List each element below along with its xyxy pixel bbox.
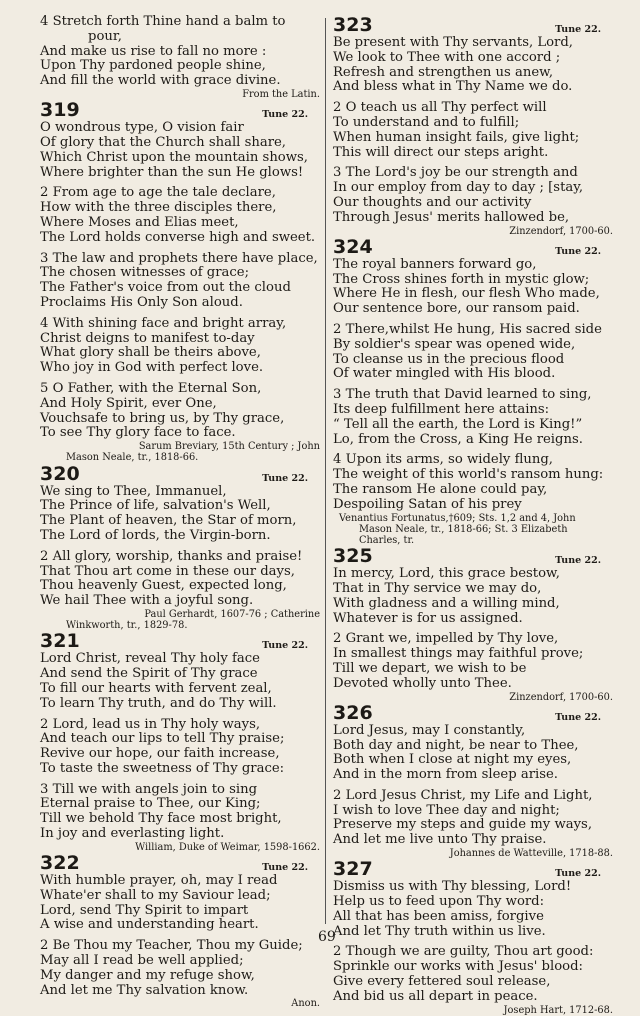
stanza — [333, 632, 613, 691]
tune-label: Tune 22. — [555, 868, 601, 880]
verse-line: Thou heavenly Guest, expected long, — [40, 578, 287, 594]
verse-line: 2 Grant we, impelled by Thy love, — [333, 631, 559, 647]
verse-line: 3 Till we with angels join to sing — [40, 781, 258, 797]
attribution: Anon. — [291, 998, 320, 1010]
verse-line: Till we behold Thy face most bright, — [40, 811, 282, 827]
stanza — [333, 101, 613, 160]
verse-line: Sprinkle our works with Jesus' blood: — [333, 959, 583, 975]
verse-line: O wondrous type, O vision fair — [40, 120, 244, 136]
left-column — [40, 15, 320, 1010]
hymn-326 — [333, 703, 613, 860]
verse-line: The Cross shines forth in mystic glow; — [333, 271, 590, 287]
hymn-number: 325 — [333, 545, 373, 568]
verse-line: The Prince of life, salvation's Well, — [40, 498, 271, 514]
verse-line: The chosen witnesses of grace; — [40, 265, 250, 281]
verse-line: The Father's voice from out the cloud — [40, 280, 291, 296]
verse-line: The royal banners forward go, — [333, 256, 537, 272]
verse-line: And in the morn from sleep arise. — [333, 767, 558, 783]
verse-line: Give every fettered soul release, — [333, 974, 551, 990]
verse-line: 2 All glory, worship, thanks and praise! — [40, 548, 303, 564]
verse-line: 4 Stretch forth Thine hand a balm to — [40, 14, 286, 29]
tune-label: Tune 22. — [555, 24, 601, 35]
verse-line: To understand and to fulfill; — [333, 114, 520, 130]
tune-label: Tune 22. — [555, 711, 601, 723]
attribution: Sarum Breviary, 15th Century ; John — [138, 441, 320, 453]
verse-line: Christ deigns to manifest to-day — [40, 330, 255, 346]
hymn-number: 326 — [333, 701, 373, 724]
attribution: William, Duke of Weimar, 1598-1662. — [135, 841, 320, 853]
verse-line: This will direct our steps aright. — [333, 144, 549, 160]
verse-line: The Plant of heaven, the Star of morn, — [40, 513, 297, 529]
attribution: Venantius Fortunatus,†609; Sts. 1,2 and 4, John — [339, 512, 576, 524]
verse-line: Where brighter than the sun He glows! — [40, 164, 304, 180]
verse-line: In our employ from day to day ; [stay, — [333, 180, 584, 196]
verse-line: What glory shall be theirs above, — [40, 345, 261, 361]
stanza — [40, 718, 320, 777]
attribution: Zinzendorf, 1700-60. — [509, 691, 613, 703]
verse-line: With gladness and a willing mind, — [333, 595, 560, 611]
verse-line: To cleanse us in the precious flood — [333, 351, 565, 367]
verse-line: Help us to feed upon Thy word: — [333, 894, 545, 910]
stanza — [40, 485, 320, 544]
page-number: 69 — [318, 929, 336, 945]
attribution: Paul Gerhardt, 1607-76 ; Catherine — [144, 608, 320, 620]
column-divider — [325, 18, 326, 924]
verse-line: And let Thy truth within us live. — [333, 923, 546, 939]
verse-line: 5 O Father, with the Eternal Son, — [40, 380, 262, 396]
stanza — [40, 874, 320, 933]
verse-line: Lord Christ, reveal Thy holy face — [40, 651, 260, 667]
hymn-322 — [40, 853, 320, 1010]
attribution: Charles, tr. — [359, 534, 415, 546]
verse-line: To see Thy glory face to face. — [40, 425, 236, 441]
verse-line: Which Christ upon the mountain shows, — [40, 149, 308, 165]
verse-line: And bid us all depart in peace. — [333, 988, 538, 1004]
stanza — [40, 252, 320, 311]
hymn-number: 323 — [333, 14, 373, 36]
attribution: Zinzendorf, 1700-60. — [509, 225, 613, 237]
attribution: From the Latin. — [242, 88, 320, 100]
tune-label: Tune 22. — [262, 109, 308, 121]
verse-line: Lord Jesus, may I constantly, — [333, 722, 526, 738]
stanza — [40, 382, 320, 441]
verse-line: Both day and night, be near to Thee, — [333, 737, 579, 753]
stanza — [40, 186, 320, 245]
hymn-325 — [333, 546, 613, 703]
verse-line: Lo, from the Cross, a King He reigns. — [333, 431, 583, 447]
verse-line: Lord, send Thy Spirit to impart — [40, 902, 249, 918]
verse-line: All that has been amiss, forgive — [333, 908, 544, 924]
hymn-header — [40, 853, 320, 874]
verse-line: With humble prayer, oh, may I read — [40, 873, 278, 889]
tune-label: Tune 22. — [555, 245, 601, 257]
stanza — [40, 652, 320, 711]
verse-line: 3 The Lord's joy be our strength and — [333, 165, 578, 181]
verse-line: Both when I close at night my eyes, — [333, 752, 572, 768]
verse-line: Upon Thy pardoned people shine, — [40, 58, 266, 74]
verse-line: Refresh and strengthen us anew, — [333, 64, 554, 80]
verse-line: We sing to Thee, Immanuel, — [40, 483, 227, 499]
stanza — [333, 166, 613, 225]
stanza — [333, 880, 613, 939]
verse-line: Through Jesus' merits hallowed be, — [333, 209, 570, 225]
attribution: Mason Neale, tr., 1818-66. — [66, 452, 199, 464]
hymn-324 — [333, 237, 613, 546]
verse-line: And bless what in Thy Name we do. — [333, 79, 573, 95]
verse-line: And fill the world with grace divine. — [40, 73, 281, 89]
verse-line: 2 Lord, lead us in Thy holy ways, — [40, 716, 261, 732]
verse-line: In mercy, Lord, this grace bestow, — [333, 566, 560, 582]
verse-line: My danger and my refuge show, — [40, 967, 255, 983]
verse-line: The Lord holds converse high and sweet. — [40, 229, 316, 245]
hymn-number: 319 — [40, 99, 80, 122]
verse-line: A wise and understanding heart. — [40, 917, 259, 933]
verse-line: 3 The law and prophets there have place, — [40, 250, 318, 266]
verse-line: 4 Upon its arms, so widely flung, — [333, 452, 553, 468]
verse-line: And Holy Spirit, ever One, — [40, 395, 217, 411]
hymn-header — [333, 859, 613, 880]
hymn-header — [333, 237, 613, 258]
verse-line: May all I read be well applied; — [40, 953, 244, 969]
stanza — [333, 945, 613, 1004]
stanza — [333, 453, 613, 512]
verse-line: That Thou art come in these our days, — [40, 563, 295, 579]
hymn-header — [40, 464, 320, 485]
stanza — [333, 724, 613, 783]
stanza — [333, 789, 613, 848]
hymn-320 — [40, 464, 320, 632]
stanza — [40, 783, 320, 842]
verse-line: In joy and everlasting light. — [40, 826, 225, 842]
verse-line: To fill our hearts with fervent zeal, — [40, 680, 272, 696]
hymn-327 — [333, 859, 613, 1016]
stanza — [40, 121, 320, 180]
verse-line: Its deep fulfillment here attains: — [333, 401, 550, 417]
hymn-321 — [40, 631, 320, 853]
right-column — [333, 15, 613, 1016]
verse-line: By soldier's spear was opened wide, — [333, 336, 576, 352]
verse-line: And send the Spirit of Thy grace — [40, 666, 258, 682]
verse-line: I wish to love Thee day and night; — [333, 802, 560, 818]
verse-line: Whatever is for us assigned. — [333, 610, 523, 626]
hymn-continuation — [40, 15, 320, 100]
verse-line: Be present with Thy servants, Lord, — [333, 35, 573, 50]
verse-line: Dismiss us with Thy blessing, Lord! — [333, 879, 572, 895]
tune-label: Tune 22. — [262, 472, 308, 484]
verse-line: To taste the sweetness of Thy grace: — [40, 760, 285, 776]
stanza — [333, 567, 613, 626]
verse-line: Till we depart, we wish to be — [333, 660, 527, 676]
verse-line: In smallest things may faithful prove; — [333, 646, 584, 662]
hymn-header — [333, 703, 613, 724]
verse-line: Our thoughts and our activity — [333, 194, 532, 210]
verse-line: pour, — [88, 28, 122, 44]
verse-line: We look to Thee with one accord ; — [333, 49, 561, 65]
attribution: Johannes de Watteville, 1718-88. — [449, 848, 613, 860]
verse-line: 4 With shining face and bright array, — [40, 315, 287, 331]
verse-line: We hail Thee with a joyful song. — [40, 593, 254, 609]
hymn-number: 322 — [40, 852, 80, 875]
verse-line: The ransom He alone could pay, — [333, 481, 548, 497]
verse-line: Despoiling Satan of his prey — [333, 496, 522, 512]
verse-line: How with the three disciples there, — [40, 200, 277, 216]
attribution: Mason Neale, tr., 1818-66; St. 3 Elizabeth — [359, 523, 568, 535]
verse-line: 3 The truth that David learned to sing, — [333, 387, 592, 403]
hymn-header — [333, 546, 613, 567]
stanza — [40, 939, 320, 998]
attribution: Joseph Hart, 1712-68. — [503, 1004, 613, 1016]
verse-line: 2 O teach us all Thy perfect will — [333, 100, 547, 116]
verse-line: The Lord of lords, the Virgin-born. — [40, 527, 271, 543]
stanza — [333, 36, 613, 95]
tune-label: Tune 22. — [555, 555, 601, 567]
hymn-number: 327 — [333, 858, 373, 881]
stanza — [40, 317, 320, 376]
hymn-number: 321 — [40, 630, 80, 653]
verse-line: Of water mingled with His blood. — [333, 366, 556, 382]
hymn-header — [40, 100, 320, 121]
verse-line: Our sentence bore, our ransom paid. — [333, 301, 580, 317]
verse-line: To learn Thy truth, and do Thy will. — [40, 695, 277, 711]
hymn-header — [40, 631, 320, 652]
verse-line: Who joy in God with perfect love. — [40, 360, 264, 376]
verse-line: Eternal praise to Thee, our King; — [40, 796, 261, 812]
hymn-header — [333, 15, 613, 36]
tune-label: Tune 22. — [262, 862, 308, 874]
verse-line: Of glory that the Church shall share, — [40, 134, 286, 150]
verse-line: 2 There,whilst He hung, His sacred side — [333, 321, 602, 337]
verse-line: 2 Lord Jesus Christ, my Life and Light, — [333, 787, 593, 803]
verse-line: “ Tell all the earth, the Lord is King!” — [333, 416, 583, 432]
hymn-number: 320 — [40, 462, 80, 485]
verse-line: And let me Thy salvation know. — [40, 982, 249, 998]
verse-line: Whate'er shall to my Saviour lead; — [40, 887, 271, 903]
stanza — [333, 388, 613, 447]
verse-line: 2 Be Thou my Teacher, Thou my Guide; — [40, 938, 303, 954]
verse-line: Revive our hope, our faith increase, — [40, 746, 280, 762]
verse-line: Where He in flesh, our flesh Who made, — [333, 286, 600, 302]
verse-line: 2 Though we are guilty, Thou art good: — [333, 944, 594, 960]
verse-line: Preserve my steps and guide my ways, — [333, 817, 593, 833]
verse-line: That in Thy service we may do, — [333, 580, 542, 596]
verse-line: Devoted wholly unto Thee. — [333, 675, 512, 691]
stanza — [333, 258, 613, 317]
verse-line: And make us rise to fall no more : — [40, 43, 267, 59]
hymn-319 — [40, 100, 320, 463]
verse-line: And teach our lips to tell Thy praise; — [40, 731, 285, 747]
tune-label: Tune 22. — [262, 640, 308, 652]
stanza — [333, 323, 613, 382]
stanza — [40, 550, 320, 609]
verse-line: Proclaims His Only Son aloud. — [40, 294, 243, 310]
verse-line: Vouchsafe to bring us, by Thy grace, — [40, 410, 285, 426]
verse-line: 2 From age to age the tale declare, — [40, 185, 276, 201]
verse-line: The weight of this world's ransom hung: — [333, 467, 604, 483]
verse-line: When human insight fails, give light; — [333, 129, 580, 145]
verse-line: And let me live unto Thy praise. — [333, 832, 547, 848]
hymn-number: 324 — [333, 235, 373, 258]
hymn-323 — [333, 15, 613, 237]
attribution: Winkworth, tr., 1829-78. — [66, 620, 188, 632]
verse-line: Where Moses and Elias meet, — [40, 214, 239, 230]
